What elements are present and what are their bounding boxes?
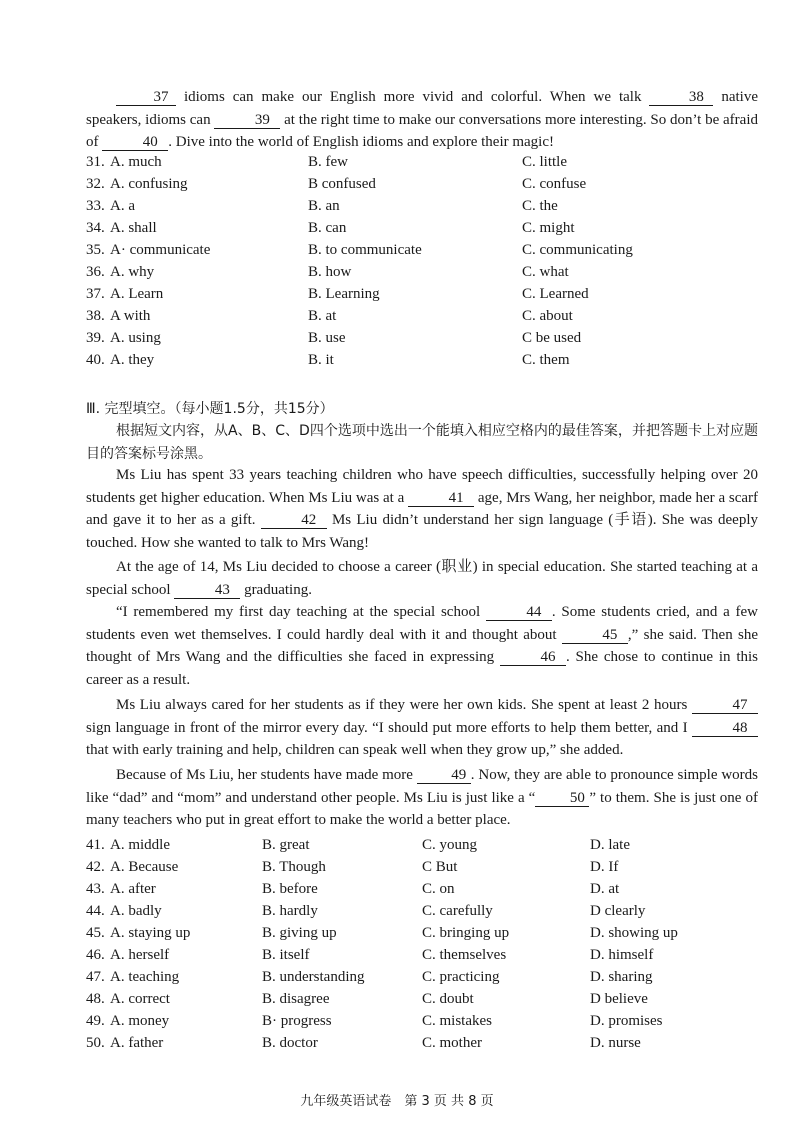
passage-text: that with early training and help, children can speak well when they grow up,” she added. (86, 742, 624, 758)
option-a: A. after (110, 881, 156, 897)
option-c: C. practicing (422, 969, 500, 985)
option-b: B. great (262, 837, 310, 853)
option-a: A· communicate (110, 242, 211, 258)
question-number: 35. (86, 242, 105, 258)
passage-text: . Some students cried, and a few students even wet themselves. I could hardly deal with it and thought about (86, 604, 758, 643)
section-title: Ⅲ. 完型填空。（每小题1.5分，共15分） (86, 401, 334, 417)
passage-text: Ms Liu always cared for her students as if they were her own kids. She spent at least 2 hours (116, 697, 688, 713)
passage-text: native speakers, idioms can (86, 89, 759, 128)
question-number: 41. (86, 837, 105, 853)
section-instructions: 根据短文内容，从A、B、C、D四个选项中选出一个能填入相应空格内的最佳答案，并把答题卡上对应题目的答案标号涂黑。 (86, 423, 758, 462)
passage-text: . She chose to continue in this career as a result. (86, 649, 759, 688)
passage-text: idioms can make our English more vivid and colorful. When we talk (183, 89, 642, 105)
option-a: A. badly (110, 903, 162, 919)
option-row (86, 922, 750, 944)
blank-50: 50 (535, 791, 589, 807)
blank-37: 37 (116, 90, 176, 106)
question-number: 37. (86, 286, 105, 302)
passage-two-para5 (86, 764, 758, 832)
option-d: D. promises (590, 1013, 663, 1029)
option-row (86, 1032, 750, 1054)
option-c: C. young (422, 837, 478, 853)
option-d: D. If (590, 859, 619, 875)
option-b: B· progress (262, 1013, 332, 1029)
option-a: A. staying up (110, 925, 191, 941)
passage-two-para4 (86, 694, 758, 762)
passage-text: age, Mrs Wang, her neighbor, made her a scarf and gave it to her as a gift. (86, 489, 759, 528)
option-a: A. correct (110, 991, 170, 1007)
question-number: 31. (86, 154, 105, 170)
passage-text: . Now, they are able to pronounce simple words like “dad” and “mom” and understand other people. Ms Liu is just like a “ (86, 767, 759, 806)
passage-text: ” to them. She is just one of many teachers who put in great effort to make the world a better place. (86, 789, 758, 828)
option-c: C. might (522, 220, 575, 236)
passage-text: ,” she said. Then she thought of Mrs Wang and the difficulties she faced in expressing (86, 626, 758, 665)
option-c: C. carefully (422, 903, 493, 919)
option-d: D. nurse (590, 1035, 641, 1051)
blank-48: 48 (692, 721, 758, 737)
option-d: D. sharing (590, 969, 653, 985)
option-b: B confused (308, 176, 376, 192)
question-number: 48. (86, 991, 105, 1007)
option-c: C. confuse (522, 176, 587, 192)
blank-42: 42 (261, 513, 327, 529)
passage-text: sign language in front of the mirror every day. “I should put more efforts to help them better, and I (86, 719, 688, 736)
question-number: 33. (86, 198, 105, 214)
option-d: D believe (590, 991, 648, 1007)
option-b: B. few (308, 154, 348, 170)
question-number: 36. (86, 264, 105, 280)
option-b: B. before (262, 881, 318, 897)
option-row (86, 239, 722, 261)
option-c: C. on (422, 881, 455, 897)
option-c: C. themselves (422, 947, 507, 963)
option-c: C. about (522, 308, 573, 324)
option-row (86, 878, 750, 900)
blank-41: 41 (408, 491, 474, 507)
option-row (86, 349, 722, 371)
option-a: A. herself (110, 947, 170, 963)
question-number: 32. (86, 176, 105, 192)
option-row (86, 944, 750, 966)
question-number: 45. (86, 925, 105, 941)
question-number: 49. (86, 1013, 105, 1029)
blank-43: 43 (174, 583, 240, 599)
question-number: 46. (86, 947, 105, 963)
passage-text: at the right time to make our conversations more interesting. So don’t be afraid of (86, 111, 758, 150)
option-a: A. Because (110, 859, 179, 875)
blank-47: 47 (692, 698, 758, 714)
option-d: D. at (590, 881, 620, 897)
passage-text: “I remembered my first day teaching at the special school (116, 604, 481, 620)
option-a: A. much (110, 154, 162, 170)
option-b: B. doctor (262, 1035, 318, 1051)
question-number: 40. (86, 352, 105, 368)
question-number: 39. (86, 330, 105, 346)
passage-text: graduating. (244, 581, 312, 598)
option-c: C. mistakes (422, 1013, 492, 1029)
question-number: 50. (86, 1035, 105, 1051)
option-a: A. shall (110, 220, 157, 236)
option-row (86, 261, 722, 283)
passage-two-para1 (86, 464, 758, 554)
option-c: C be used (522, 330, 582, 346)
option-b: B. an (308, 198, 340, 214)
option-row (86, 966, 750, 988)
question-number: 43. (86, 881, 105, 897)
option-b: B. at (308, 308, 337, 324)
option-row (86, 283, 722, 305)
option-a: A. using (110, 330, 161, 346)
option-b: B. to communicate (308, 242, 422, 258)
blank-49: 49 (417, 768, 471, 784)
option-b: B. itself (262, 947, 310, 963)
option-c: C. the (522, 198, 558, 214)
option-a: A. middle (110, 837, 170, 853)
option-c: C. little (522, 154, 567, 170)
blank-39: 39 (214, 113, 280, 129)
passage-two-para3 (86, 601, 758, 691)
option-d: D clearly (590, 903, 646, 919)
option-row (86, 988, 750, 1010)
option-row (86, 195, 722, 217)
options-table-31-40 (86, 151, 722, 371)
option-c: C. them (522, 352, 570, 368)
option-c: C. communicating (522, 242, 633, 258)
option-a: A. money (110, 1013, 170, 1029)
blank-40: 40 (102, 135, 168, 151)
option-a: A. why (110, 264, 155, 280)
blank-38: 38 (649, 90, 713, 106)
option-b: B. giving up (262, 925, 337, 941)
blank-46: 46 (500, 650, 566, 666)
passage-one (86, 86, 758, 154)
option-b: B. disagree (262, 991, 330, 1007)
option-c: C. Learned (522, 286, 589, 302)
option-row (86, 305, 722, 327)
option-a: A. teaching (110, 969, 180, 985)
passage-text: Because of Ms Liu, her students have made more (116, 767, 413, 783)
question-number: 47. (86, 969, 105, 985)
option-c: C. bringing up (422, 925, 510, 941)
option-c: C. doubt (422, 991, 474, 1007)
option-row (86, 151, 722, 173)
option-c: C. mother (422, 1035, 482, 1051)
blank-44: 44 (486, 605, 552, 621)
option-row (86, 217, 722, 239)
option-row (86, 900, 750, 922)
passage-text: At the age of 14, Ms Liu decided to choose a career (职业) in special education. She started teaching at a special school (86, 559, 758, 598)
option-c: C But (422, 859, 458, 875)
option-b: B. hardly (262, 903, 318, 919)
option-b: B. it (308, 352, 334, 368)
blank-45: 45 (562, 628, 628, 644)
option-row (86, 834, 750, 856)
option-a: A. confusing (110, 176, 188, 192)
question-number: 44. (86, 903, 105, 919)
option-a: A. Learn (110, 286, 164, 302)
passage-text: Ms Liu didn’t understand her sign language (手语). She was deeply touched. How she wanted to talk to Mrs Wang! (86, 512, 758, 551)
question-number: 34. (86, 220, 105, 236)
option-d: D. late (590, 837, 630, 853)
option-row (86, 1010, 750, 1032)
option-b: B. can (308, 220, 347, 236)
option-a: A. a (110, 198, 135, 214)
options-table-41-50 (86, 834, 750, 1054)
passage-text: Ms Liu has spent 33 years teaching children who have speech difficulties, successfully helping over 20 students get higher education. When Ms Liu was at a (86, 467, 758, 506)
option-b: B. how (308, 264, 352, 280)
passage-text: . Dive into the world of English idioms and explore their magic! (168, 134, 555, 150)
page-footer: 九年级英语试卷 第 3 页 共 8 页 (300, 1094, 494, 1109)
option-b: B. use (308, 330, 346, 346)
option-d: D. showing up (590, 925, 678, 941)
option-row (86, 173, 722, 195)
question-number: 38. (86, 308, 105, 324)
option-b: B. Though (262, 859, 326, 875)
option-a: A. father (110, 1035, 164, 1051)
question-number: 42. (86, 859, 105, 875)
option-c: C. what (522, 264, 569, 280)
passage-two-para2 (86, 556, 758, 601)
option-a: A with (110, 308, 151, 324)
option-row (86, 856, 750, 878)
option-d: D. himself (590, 947, 654, 963)
option-a: A. they (110, 352, 155, 368)
option-b: B. understanding (262, 969, 365, 985)
option-row (86, 327, 722, 349)
option-b: B. Learning (308, 286, 380, 302)
